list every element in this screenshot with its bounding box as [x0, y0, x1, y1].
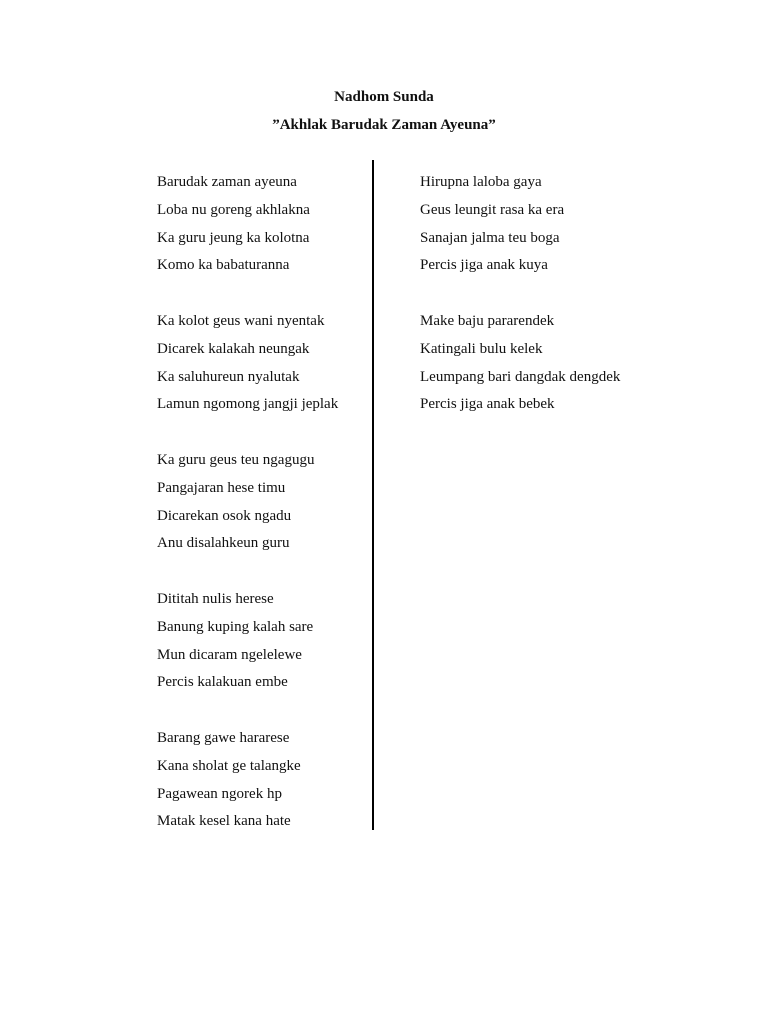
verse-line: Banung kuping kalah sare: [157, 618, 314, 635]
verse-line: Sanajan jalma teu boga: [420, 229, 560, 246]
stanza: [157, 308, 338, 419]
right-column: [420, 169, 620, 447]
verse-line: Kana sholat ge talangke: [157, 757, 301, 774]
verse-line: Mun dicaram ngelelewe: [157, 646, 302, 663]
stanza: [157, 586, 338, 697]
verse-line: Hirupna laloba gaya: [420, 174, 542, 190]
verse-line: Leumpang bari dangdak dengdek: [420, 368, 621, 385]
left-column: [157, 169, 338, 864]
stanza: [157, 169, 338, 280]
verse-line: Percis jiga anak kuya: [420, 257, 548, 274]
verse-line: Barang gawe hararese: [157, 729, 290, 746]
page-title: Nadhom Sunda: [334, 89, 434, 105]
verse-line: Pagawean ngorek hp: [157, 785, 282, 802]
stanza: [157, 447, 338, 558]
verse-line: Ka guru jeung ka kolotna: [157, 229, 310, 246]
verse-line: Dicarekan osok ngadu: [157, 507, 292, 524]
verse-line: Matak kesel kana hate: [157, 813, 291, 830]
stanza: [420, 308, 620, 419]
verse-line: Ka guru geus teu ngagugu: [157, 451, 315, 468]
verse-line: Dicarek kalakah neungak: [157, 340, 310, 357]
verse-line: Percis kalakuan embe: [157, 674, 288, 691]
verse-line: Dititah nulis herese: [157, 590, 274, 607]
page-subtitle: ”Akhlak Barudak Zaman Ayeuna”: [272, 117, 496, 133]
verse-line: Ka saluhureun nyalutak: [157, 368, 300, 385]
verse-line: Anu disalahkeun guru: [157, 535, 290, 552]
verse-line: Komo ka babaturanna: [157, 257, 290, 274]
verse-line: Lamun ngomong jangji jeplak: [157, 396, 339, 413]
verse-line: Percis jiga anak bebek: [420, 396, 555, 413]
stanza: [420, 169, 620, 280]
verse-line: Geus leungit rasa ka era: [420, 201, 565, 218]
column-divider: [372, 160, 374, 830]
verse-line: Pangajaran hese timu: [157, 479, 286, 496]
verse-line: Loba nu goreng akhlakna: [157, 201, 310, 218]
verse-line: Barudak zaman ayeuna: [157, 174, 297, 190]
stanza: [157, 725, 338, 836]
verse-line: Katingali bulu kelek: [420, 340, 543, 357]
verse-line: Make baju pararendek: [420, 312, 555, 329]
verse-line: Ka kolot geus wani nyentak: [157, 312, 325, 329]
